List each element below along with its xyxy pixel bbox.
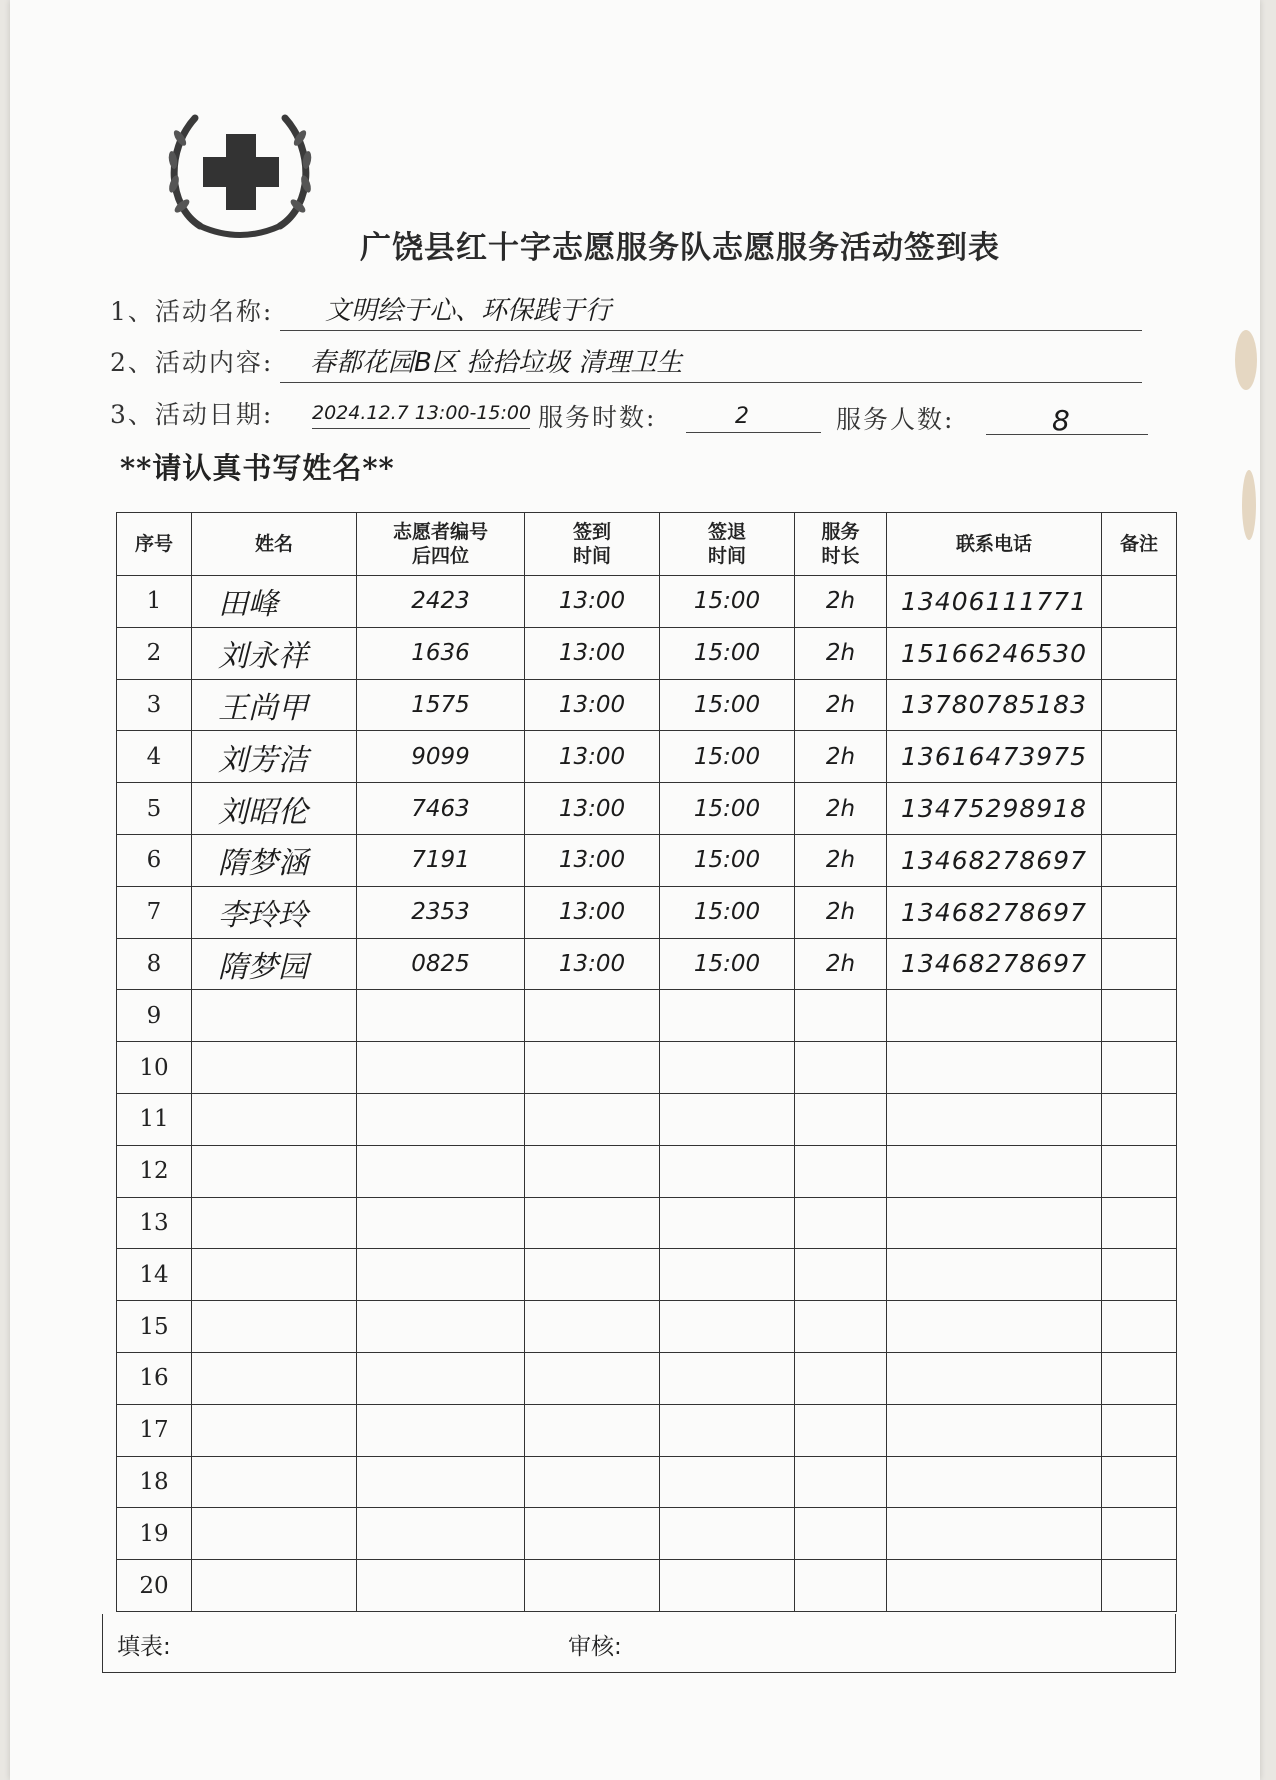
remark: [1102, 1404, 1177, 1456]
volunteer-id-last4: [357, 990, 525, 1042]
remark: [1102, 1560, 1177, 1612]
contact-phone: 13468278697: [887, 886, 1102, 938]
table-row: [117, 731, 1177, 783]
row-index: 4: [117, 731, 192, 783]
volunteer-name: 刘芳洁: [192, 731, 357, 783]
underline: [312, 428, 530, 429]
remark: [1102, 1352, 1177, 1404]
volunteer-name: [192, 1456, 357, 1508]
contact-phone: [887, 1560, 1102, 1612]
volunteer-name: [192, 990, 357, 1042]
checkout-time: [660, 1197, 795, 1249]
service-duration: 2h: [795, 783, 887, 835]
service-duration: [795, 1093, 887, 1145]
volunteer-id-last4: 7463: [357, 783, 525, 835]
red-cross-emblem-icon: [160, 96, 320, 246]
volunteer-id-last4: 0825: [357, 938, 525, 990]
checkin-time: [525, 990, 660, 1042]
remark: [1102, 1249, 1177, 1301]
volunteer-id-last4: 2353: [357, 886, 525, 938]
volunteer-name: 刘昭伦: [192, 783, 357, 835]
row-index: 20: [117, 1560, 192, 1612]
volunteer-name: [192, 1093, 357, 1145]
contact-phone: [887, 1197, 1102, 1249]
table-row: [117, 1404, 1177, 1456]
header-checkin: 签到 时间: [525, 513, 660, 576]
volunteer-id-last4: 1575: [357, 679, 525, 731]
table-row: [117, 1508, 1177, 1560]
contact-phone: 13468278697: [887, 834, 1102, 886]
checkout-time: 15:00: [660, 938, 795, 990]
service-people-label: 服务人数:: [836, 405, 955, 434]
contact-phone: 15166246530: [887, 627, 1102, 679]
service-duration: 2h: [795, 731, 887, 783]
table-row: [117, 886, 1177, 938]
volunteer-name: 隋梦涵: [192, 834, 357, 886]
volunteer-name: 田峰: [192, 576, 357, 628]
table-row: [117, 1301, 1177, 1353]
remark: [1102, 1042, 1177, 1094]
checkin-time: [525, 1508, 660, 1560]
service-duration: 2h: [795, 938, 887, 990]
checkout-time: [660, 1560, 795, 1612]
volunteer-name: [192, 1301, 357, 1353]
header-checkout: 签退 时间: [660, 513, 795, 576]
checkin-time: [525, 1404, 660, 1456]
row-index: 11: [117, 1093, 192, 1145]
checkout-time: [660, 1508, 795, 1560]
header-remark: 备注: [1102, 513, 1177, 576]
checkout-time: 15:00: [660, 627, 795, 679]
volunteer-name: [192, 1042, 357, 1094]
contact-phone: [887, 1404, 1102, 1456]
remark: [1102, 990, 1177, 1042]
contact-phone: [887, 1508, 1102, 1560]
service-duration: [795, 1197, 887, 1249]
row-index: 9: [117, 990, 192, 1042]
volunteer-id-last4: [357, 1404, 525, 1456]
table-header-row: [117, 513, 1177, 576]
checkout-time: [660, 1093, 795, 1145]
checkin-time: 13:00: [525, 886, 660, 938]
header-index: 序号: [117, 513, 192, 576]
row-index: 14: [117, 1249, 192, 1301]
checkin-time: [525, 1560, 660, 1612]
checkin-time: [525, 1456, 660, 1508]
row-index: 6: [117, 834, 192, 886]
remark: [1102, 576, 1177, 628]
volunteer-id-last4: [357, 1145, 525, 1197]
volunteer-name: 李玲玲: [192, 886, 357, 938]
table-row: [117, 576, 1177, 628]
checkout-time: [660, 990, 795, 1042]
volunteer-id-last4: [357, 1093, 525, 1145]
row-index: 15: [117, 1301, 192, 1353]
volunteer-id-last4: 1636: [357, 627, 525, 679]
service-duration: 2h: [795, 627, 887, 679]
service-duration: [795, 990, 887, 1042]
paper-sheet: [10, 0, 1260, 1780]
volunteer-name: [192, 1508, 357, 1560]
checkout-time: [660, 1456, 795, 1508]
remark: [1102, 627, 1177, 679]
table-row: [117, 834, 1177, 886]
contact-phone: [887, 1042, 1102, 1094]
service-hours-label: 服务时数:: [538, 403, 657, 432]
paper-stain: [1242, 470, 1256, 540]
table-row: [117, 1093, 1177, 1145]
volunteer-id-last4: [357, 1456, 525, 1508]
row-index: 7: [117, 886, 192, 938]
checkout-time: [660, 1042, 795, 1094]
remark: [1102, 1145, 1177, 1197]
checkout-time: [660, 1301, 795, 1353]
checkin-time: 13:00: [525, 731, 660, 783]
table-row: [117, 1042, 1177, 1094]
volunteer-name: [192, 1560, 357, 1612]
volunteer-id-last4: [357, 1042, 525, 1094]
table-row: [117, 627, 1177, 679]
checkin-time: 13:00: [525, 576, 660, 628]
checkout-time: 15:00: [660, 834, 795, 886]
activity-name-label: 1、活动名称:: [110, 297, 274, 326]
row-index: 3: [117, 679, 192, 731]
service-duration: [795, 1404, 887, 1456]
activity-content-label: 2、活动内容:: [110, 348, 274, 377]
volunteer-id-last4: [357, 1508, 525, 1560]
service-duration: [795, 1560, 887, 1612]
underline: [986, 434, 1148, 435]
checkout-time: [660, 1249, 795, 1301]
volunteer-id-last4: 9099: [357, 731, 525, 783]
remark: [1102, 1093, 1177, 1145]
table-row: [117, 1456, 1177, 1508]
checkin-time: [525, 1042, 660, 1094]
volunteer-name: [192, 1404, 357, 1456]
remark: [1102, 1456, 1177, 1508]
underline: [686, 432, 821, 433]
volunteer-name: [192, 1197, 357, 1249]
service-duration: 2h: [795, 679, 887, 731]
contact-phone: [887, 1145, 1102, 1197]
volunteer-name: [192, 1352, 357, 1404]
remark: [1102, 1508, 1177, 1560]
table-row: [117, 1197, 1177, 1249]
table-row: [117, 1145, 1177, 1197]
volunteer-name: [192, 1145, 357, 1197]
checkin-time: [525, 1352, 660, 1404]
activity-date-label: 3、活动日期:: [110, 400, 274, 429]
remark: [1102, 1301, 1177, 1353]
table-row: [117, 783, 1177, 835]
header-phone: 联系电话: [887, 513, 1102, 576]
row-index: 16: [117, 1352, 192, 1404]
remark: [1102, 886, 1177, 938]
volunteer-id-last4: 7191: [357, 834, 525, 886]
row-index: 10: [117, 1042, 192, 1094]
service-duration: [795, 1249, 887, 1301]
checkin-time: 13:00: [525, 938, 660, 990]
volunteer-id-last4: [357, 1197, 525, 1249]
checkout-time: 15:00: [660, 576, 795, 628]
underline: [280, 330, 1142, 331]
checkout-time: [660, 1404, 795, 1456]
row-index: 1: [117, 576, 192, 628]
remark: [1102, 1197, 1177, 1249]
row-index: 17: [117, 1404, 192, 1456]
row-index: 19: [117, 1508, 192, 1560]
checkin-time: 13:00: [525, 679, 660, 731]
remark: [1102, 679, 1177, 731]
checkin-time: 13:00: [525, 834, 660, 886]
remark: [1102, 783, 1177, 835]
service-duration: [795, 1042, 887, 1094]
contact-phone: [887, 1249, 1102, 1301]
form-note: **请认真书写姓名**: [120, 451, 395, 485]
table-row: [117, 1560, 1177, 1612]
header-volunteer-id: 志愿者编号 后四位: [357, 513, 525, 576]
remark: [1102, 834, 1177, 886]
checkin-time: [525, 1197, 660, 1249]
row-index: 13: [117, 1197, 192, 1249]
checkout-time: 15:00: [660, 886, 795, 938]
service-hours-value: 2: [735, 404, 749, 429]
checkout-time: 15:00: [660, 731, 795, 783]
volunteer-name: [192, 1249, 357, 1301]
checkin-time: [525, 1249, 660, 1301]
contact-phone: [887, 1352, 1102, 1404]
row-index: 8: [117, 938, 192, 990]
underline: [280, 382, 1142, 383]
service-duration: [795, 1145, 887, 1197]
row-index: 5: [117, 783, 192, 835]
form-title: 广饶县红十字志愿服务队志愿服务活动签到表: [360, 230, 1000, 266]
checkin-time: [525, 1301, 660, 1353]
volunteer-name: 隋梦园: [192, 938, 357, 990]
checkout-time: 15:00: [660, 679, 795, 731]
paper-stain: [1235, 330, 1257, 390]
service-duration: [795, 1301, 887, 1353]
volunteer-id-last4: [357, 1301, 525, 1353]
form-footer: [102, 1614, 1176, 1673]
table-row: [117, 1249, 1177, 1301]
service-duration: 2h: [795, 886, 887, 938]
contact-phone: [887, 1301, 1102, 1353]
checkout-time: 15:00: [660, 783, 795, 835]
remark: [1102, 938, 1177, 990]
row-index: 2: [117, 627, 192, 679]
contact-phone: 13406111771: [887, 576, 1102, 628]
table-row: [117, 1352, 1177, 1404]
checkout-time: [660, 1352, 795, 1404]
contact-phone: 13468278697: [887, 938, 1102, 990]
row-index: 12: [117, 1145, 192, 1197]
activity-content-value: 春都花园B区 捡拾垃圾 清理卫生: [310, 348, 683, 378]
service-duration: [795, 1508, 887, 1560]
service-duration: 2h: [795, 576, 887, 628]
volunteer-id-last4: 2423: [357, 576, 525, 628]
service-duration: [795, 1456, 887, 1508]
checkin-time: [525, 1145, 660, 1197]
volunteer-name: 刘永祥: [192, 627, 357, 679]
contact-phone: [887, 1456, 1102, 1508]
table-row: [117, 990, 1177, 1042]
header-name: 姓名: [192, 513, 357, 576]
service-duration: [795, 1352, 887, 1404]
header-duration: 服务 时长: [795, 513, 887, 576]
volunteer-id-last4: [357, 1249, 525, 1301]
checkin-time: 13:00: [525, 783, 660, 835]
contact-phone: 13475298918: [887, 783, 1102, 835]
activity-name-value: 文明绘于心、环保践于行: [325, 296, 612, 326]
sign-in-table: [116, 512, 1177, 1612]
row-index: 18: [117, 1456, 192, 1508]
contact-phone: 13616473975: [887, 731, 1102, 783]
table-row: [117, 679, 1177, 731]
contact-phone: 13780785183: [887, 679, 1102, 731]
checkin-time: 13:00: [525, 627, 660, 679]
filled-by-label: 填表:: [117, 1634, 171, 1660]
remark: [1102, 731, 1177, 783]
contact-phone: [887, 990, 1102, 1042]
table-row: [117, 938, 1177, 990]
volunteer-name: 王尚甲: [192, 679, 357, 731]
volunteer-id-last4: [357, 1560, 525, 1612]
checkout-time: [660, 1145, 795, 1197]
checkin-time: [525, 1093, 660, 1145]
service-people-value: 8: [1052, 404, 1070, 437]
activity-date-value: 2024.12.7 13:00-15:00: [312, 402, 532, 424]
reviewed-by-label: 审核:: [568, 1634, 622, 1660]
volunteer-id-last4: [357, 1352, 525, 1404]
service-duration: 2h: [795, 834, 887, 886]
contact-phone: [887, 1093, 1102, 1145]
